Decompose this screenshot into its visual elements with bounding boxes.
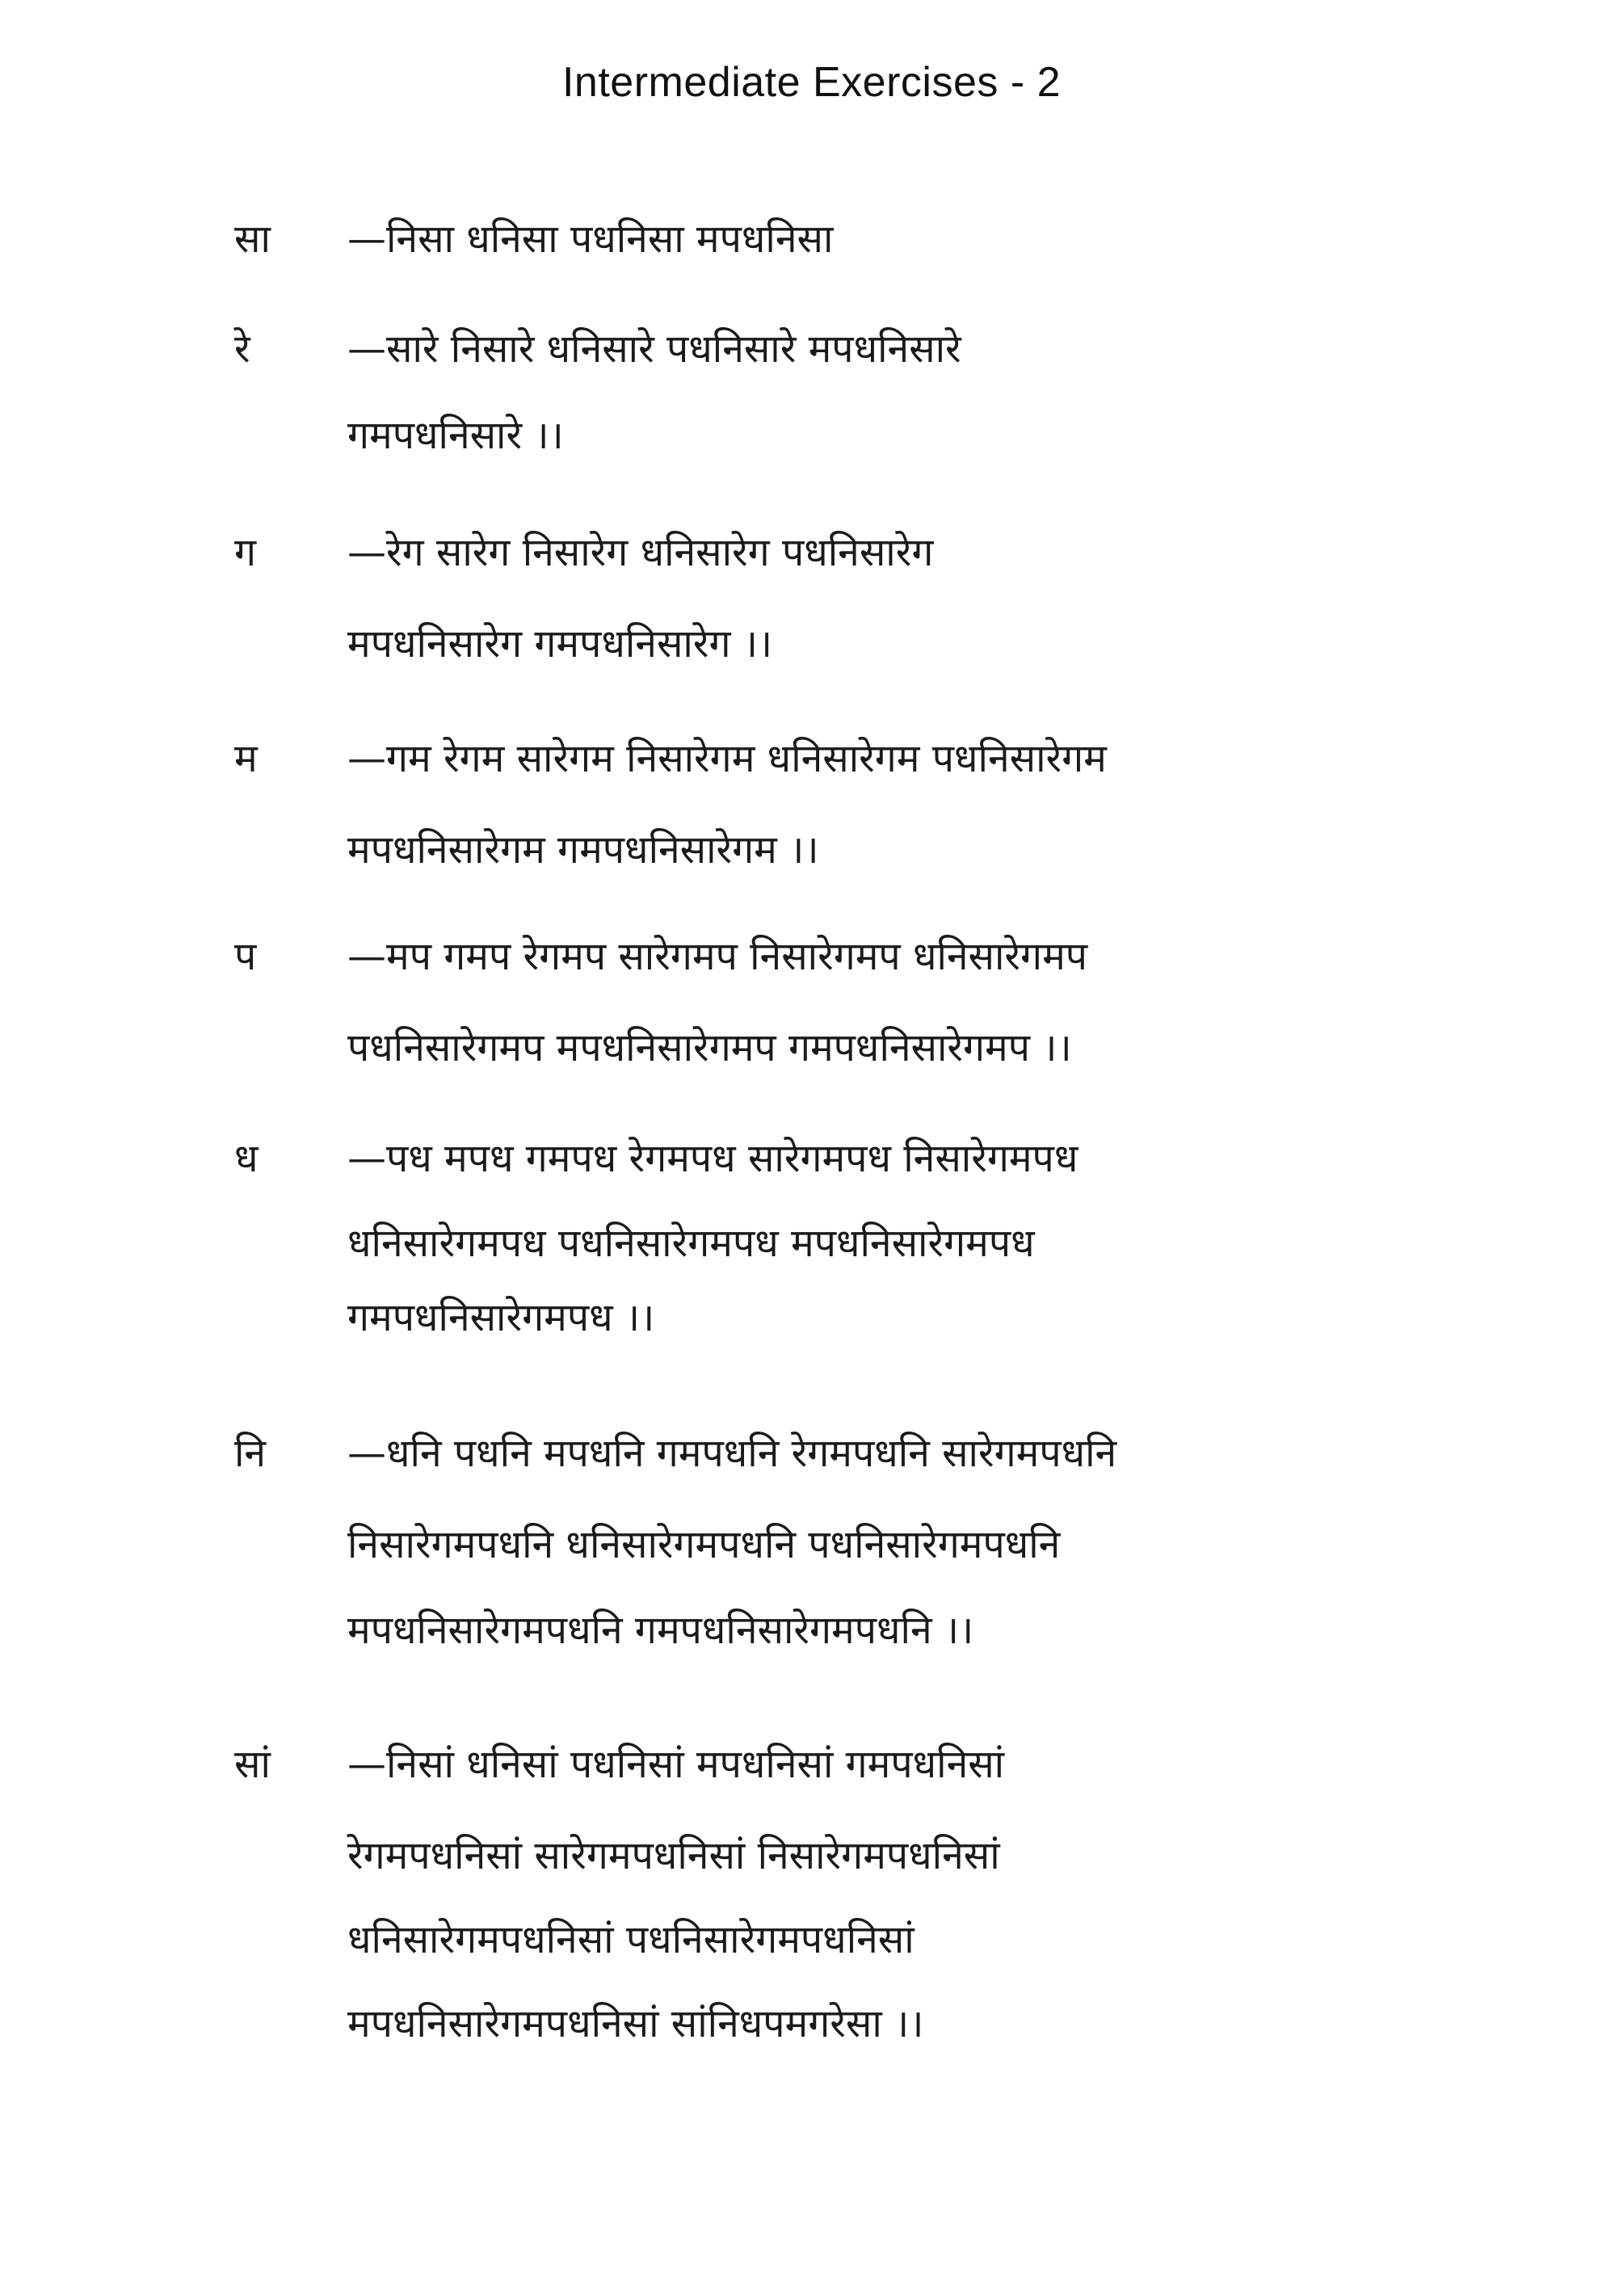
exercise-line: —गम रेगम सारेगम निसारेगम धनिसारेगम पधनिसारेगम xyxy=(347,736,1107,781)
exercise-ni xyxy=(234,1426,1495,1653)
exercise-line: धनिसारेगमपधनिसां पधनिसारेगमपधनिसां xyxy=(347,1917,915,1962)
swara-label: म xyxy=(234,736,258,781)
exercise-line: —धनि पधनि मपधनि गमपधनि रेगमपधनि सारेगमपधनि xyxy=(347,1431,1117,1476)
exercise-saan xyxy=(234,1737,1495,2046)
exercise-line: —पध मपध गमपध रेगमपध सारेगमपध निसारेगमपध xyxy=(347,1136,1078,1181)
exercise-line: —निसा धनिसा पधनिसा मपधनिसा xyxy=(347,217,834,262)
exercise-re xyxy=(234,322,1495,458)
exercise-line: रेगमपधनिसां सारेगमपधनिसां निसारेगमपधनिसां xyxy=(347,1833,1000,1878)
swara-label: नि xyxy=(234,1431,267,1476)
exercise-ma xyxy=(234,731,1495,873)
swara-label: ग xyxy=(234,530,257,575)
exercise-line: गमपधनिसारेगमपध ।। xyxy=(347,1295,655,1340)
exercise-line: पधनिसारेगमप मपधनिसारेगमप गमपधनिसारेगमप ।। xyxy=(347,1025,1072,1070)
page-title: Intermediate Exercises - 2 xyxy=(561,59,1062,106)
swara-label: सा xyxy=(234,217,271,262)
exercise-line: —रेग सारेग निसारेग धनिसारेग पधनिसारेग xyxy=(347,530,934,575)
swara-label: सां xyxy=(234,1742,271,1787)
exercise-line: गमपधनिसारे ।। xyxy=(347,413,564,458)
exercise-sa xyxy=(234,212,1495,264)
exercise-line: धनिसारेगमपध पधनिसारेगमपध मपधनिसारेगमपध xyxy=(347,1221,1035,1266)
exercise-line: मपधनिसारेगमपधनि गमपधनिसारेगमपधनि ।। xyxy=(347,1608,974,1653)
exercise-line: मपधनिसारेगमपधनिसां सांनिधपमगरेसा ।। xyxy=(347,2001,924,2046)
exercise-line: मपधनिसारेग गमपधनिसारेग ।। xyxy=(347,621,773,667)
exercise-line: —निसां धनिसां पधनिसां मपधनिसां गमपधनिसां xyxy=(347,1742,1005,1787)
swara-label: रे xyxy=(234,326,250,372)
exercise-line: मपधनिसारेगम गमपधनिसारेगम ।। xyxy=(347,827,819,873)
exercise-ga xyxy=(234,525,1495,667)
swara-label: प xyxy=(234,934,257,979)
swara-label: ध xyxy=(234,1136,259,1181)
exercise-pa xyxy=(234,929,1495,1070)
exercise-line: —मप गमप रेगमप सारेगमप निसारेगमप धनिसारेगमप xyxy=(347,934,1088,979)
exercise-dha xyxy=(234,1131,1495,1340)
exercise-line: निसारेगमपधनि धनिसारेगमपधनि पधनिसारेगमपधनि xyxy=(347,1522,1061,1567)
exercise-line: —सारे निसारे धनिसारे पधनिसारे मपधनिसारे xyxy=(347,326,961,372)
